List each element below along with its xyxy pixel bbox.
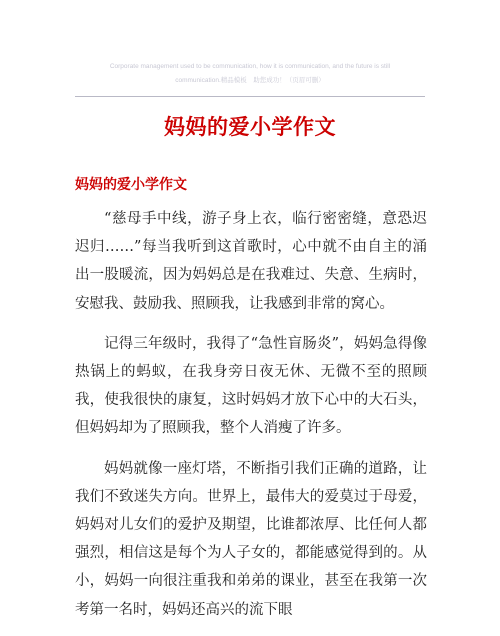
article-body <box>75 205 427 636</box>
header-line-1: Corporate management used to be communication, how it is communication, and the future is still <box>109 63 391 70</box>
document-title: 妈妈的爱小学作文 <box>164 114 336 139</box>
paragraph: “慈母手中线，游子身上衣，临行密密缝，意恐迟迟归……”每当我听到这首歌时，心中就不由自主的涌出一股暖流，因为妈妈总是在我难过、失意、生病时，安慰我、鼓励我、照顾我，让我感到非常的窝心。 <box>75 211 427 312</box>
page-header <box>0 60 500 88</box>
article-subtitle: 妈妈的爱小学作文 <box>75 177 187 193</box>
paragraph: 妈妈就像一座灯塔，不断指引我们正确的道路，让我们不致迷失方向。世界上，最伟大的爱莫过于母爱，妈妈对儿女们的爱护及期望，比谁都浓厚、比任何人都强烈，相信这是每个为人子女的，都能感觉得到的。从小，妈妈一向很注重我和弟弟的课业，甚至在我第一次考第一名时，妈妈还高兴的流下眼 <box>75 460 427 618</box>
header-line-2: communication.精品模板 助您成功！（页眉可删） <box>175 77 325 84</box>
paragraph: 记得三年级时，我得了“急性盲肠炎”，妈妈急得像热锅上的蚂蚁，在我身旁日夜无休、无微不至的照顾我，使我很快的康复，这时妈妈才放下心中的大石头，但妈妈却为了照顾我，整个人消瘦了许多。 <box>75 335 427 437</box>
header-divider <box>75 96 425 97</box>
